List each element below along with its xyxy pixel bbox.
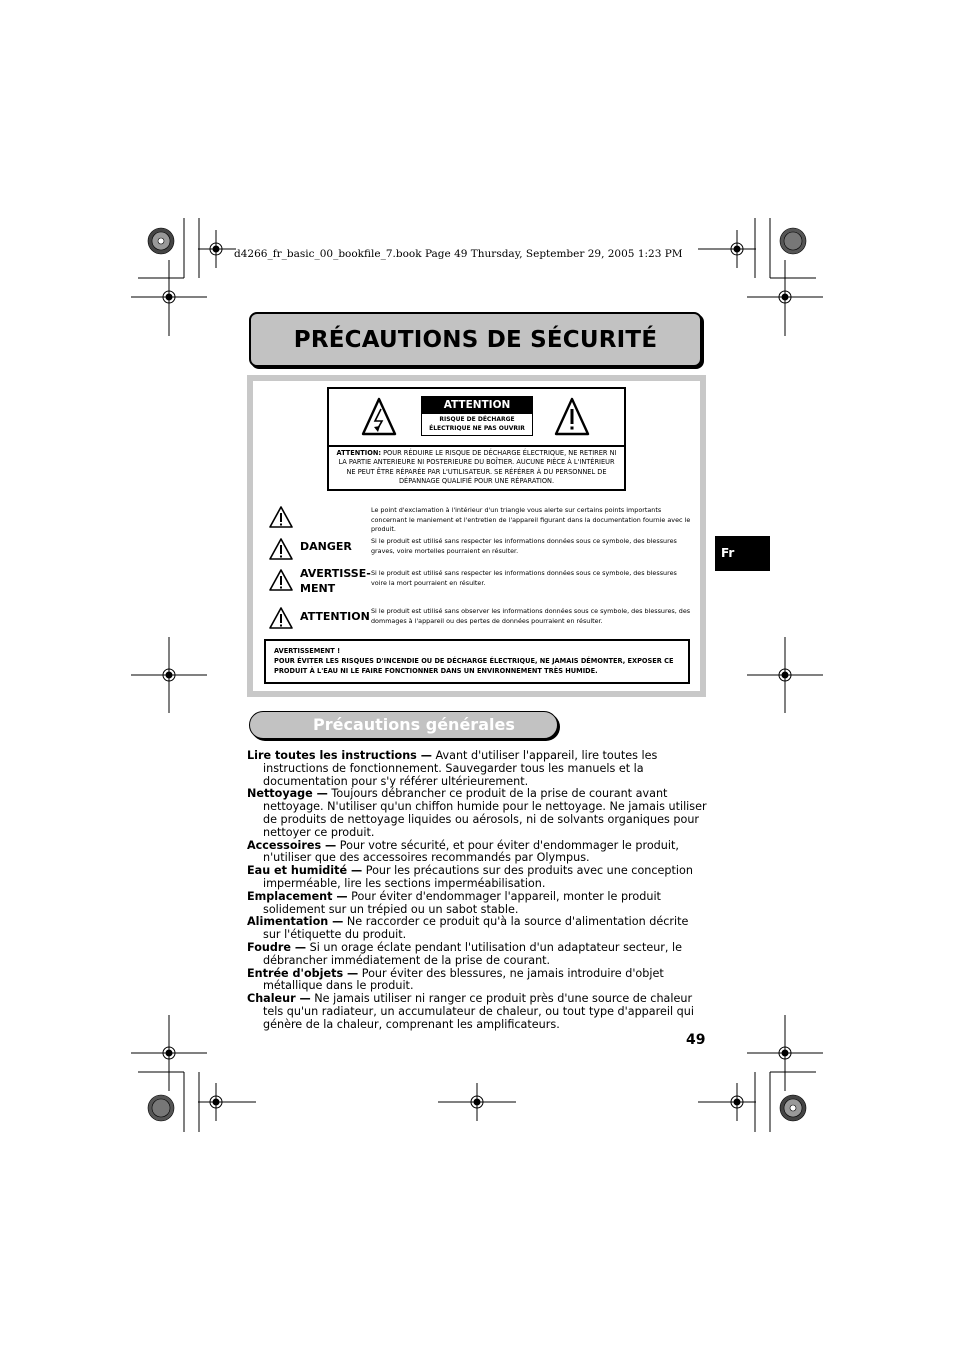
precautions-list <box>247 750 707 1032</box>
item-text: Pour éviter des blessures, ne jamais introduire d'objet métallique dans le produit. <box>263 966 664 993</box>
caution-text: POUR RÉDUIRE LE RISQUE DE DÉCHARGE ÉLECTRIQUE, NE RETIRER NI LA PARTIE ANTERIEURE NI POSTERIEURE DU BOÎTIER. AUCUNE PIÈCE À L'INTÉRIEUR NE PEUT ÊTRE RÉPARÉE PAR L'UTILISATEUR. SE RÉFÉRER À DU PERSONNEL DE DÉPANNAGE QUALIFIÉ POUR UNE RÉPARATION. <box>338 449 617 486</box>
item-text: Ne jamais utiliser ni ranger ce produit près d'une source de chaleur tels qu'un radiateur, un accumulateur de chaleur, ou tout type d'appareil qui génère de la chaleur, comprenant les amplificateurs. <box>263 992 694 1031</box>
attention-plate-sub-line2: ÉLECTRIQUE NE PAS OUVRIR <box>429 424 525 432</box>
page-title: PRÉCAUTIONS DE SÉCURITÉ <box>293 326 658 353</box>
item-text: Pour votre sécurité, et pour éviter d'endommager le produit, n'utiliser que des accessoires recommandés par Olympus. <box>263 838 679 865</box>
item-term: Nettoyage — <box>247 787 328 801</box>
list-item <box>247 840 707 866</box>
fire-shock-notice <box>264 639 690 684</box>
symbol-label-danger: DANGER <box>300 540 352 553</box>
symbol-label-avertissement <box>300 566 371 596</box>
notice-title: AVERTISSEMENT ! <box>274 647 341 655</box>
item-term: Foudre — <box>247 940 307 954</box>
exclamation-icon <box>268 505 294 529</box>
list-item <box>247 993 707 1031</box>
list-item <box>247 788 707 839</box>
item-term: Lire toutes les instructions — <box>247 749 432 762</box>
item-term: Chaleur — <box>247 992 311 1006</box>
attention-plate-sub <box>422 414 532 433</box>
symbol-desc-avertissement: Si le produit est utilisé sans respecter les informations données sous ce symbole, des blessures voire la mort pourraient en résulter. <box>371 569 677 587</box>
exclamation-warning-icon <box>554 397 590 437</box>
lightning-warning-icon <box>361 397 397 437</box>
warning-label-caution <box>335 449 618 487</box>
danger-icon <box>268 537 294 561</box>
item-text: Pour éviter d'endommager l'appareil, monter le produit solidement sur un trépied ou un sabot stable. <box>263 889 661 916</box>
attention-plate-sub-line1: RISQUE DE DÉCHARGE <box>439 416 515 423</box>
list-item <box>247 891 707 917</box>
section-heading <box>249 711 558 739</box>
symbol-desc-danger: Si le produit est utilisé sans respecter les informations données sous ce symbole, des blessures graves, voire mortelles pourraient en résulter. <box>371 537 677 555</box>
list-item <box>247 865 707 891</box>
caution-lead: ATTENTION: <box>336 449 381 457</box>
symbol-desc-exclamation: Le point d'exclamation à l'intérieur d'un triangle vous alerte sur certains points importants concernant le maniement et l'entretien de l'appareil figurant dans la documentation fournie avec le produit. <box>371 506 691 534</box>
notice-text: POUR ÉVITER LES RISQUES D'INCENDIE OU DE DÉCHARGE ÉLECTRIQUE, NE JAMAIS DÉMONTER, EXPOSER CE PRODUIT À L'EAU NI LE FAIRE FONCTIONNER DANS UN ENVIRONNEMENT TRÈS HUMIDE. <box>274 657 674 675</box>
item-text: Ne raccorder ce produit qu'à la source d'alimentation décrite sur l'étiquette du produit. <box>263 915 689 942</box>
symbol-label-avertissement-line1: AVERTISSE- <box>300 567 371 580</box>
symbol-label-attention: ATTENTION <box>300 610 370 623</box>
language-tab: Fr <box>715 536 770 571</box>
symbol-label-avertissement-line2: MENT <box>300 582 336 595</box>
list-item <box>247 942 707 968</box>
item-term: Alimentation — <box>247 915 344 929</box>
item-text: Pour les précautions sur des produits avec une conception imperméable, lire les sections imperméabilisation. <box>263 864 693 890</box>
warning-label-top <box>329 389 624 447</box>
warning-icon <box>268 568 294 592</box>
attention-plate <box>421 396 533 436</box>
attention-plate-heading: ATTENTION <box>422 397 532 414</box>
item-text: Si un orage éclate pendant l'utilisation d'un adaptateur secteur, le débrancher immédiatement de la prise de courant. <box>263 940 683 967</box>
page-title-box <box>249 312 702 367</box>
item-term: Eau et humidité — <box>247 864 363 878</box>
item-term: Entrée d'objets — <box>247 966 359 980</box>
item-text: Avant d'utiliser l'appareil, lire toutes les instructions de fonctionnement. Sauvegarder tous les manuels et la documentation pour s'y référer ultérieurement. <box>263 749 658 788</box>
print-header: d4266_fr_basic_00_bookfile_7.book Page 49 Thursday, September 29, 2005 1:23 PM <box>234 248 683 260</box>
list-item <box>247 968 707 994</box>
attention-icon <box>268 606 294 630</box>
page-number: 49 <box>686 1032 706 1048</box>
symbol-desc-attention: Si le produit est utilisé sans observer les informations données sous ce symbole, des blessures, des dommages à l'appareil ou des pertes de données pourraient en résulter. <box>371 607 691 625</box>
list-item <box>247 750 707 788</box>
list-item <box>247 916 707 942</box>
item-term: Accessoires — <box>247 838 337 852</box>
item-term: Emplacement — <box>247 889 348 903</box>
warning-label <box>327 387 626 491</box>
section-title: Précautions générales <box>313 715 515 734</box>
item-text: Toujours débrancher ce produit de la prise de courant avant nettoyage. N'utiliser qu'un chiffon humide pour le nettoyage. Ne jamais utiliser de produits de nettoyage liquides ou aérosols, ni de solvants organiques pour nettoyer ce produit. <box>263 787 707 839</box>
